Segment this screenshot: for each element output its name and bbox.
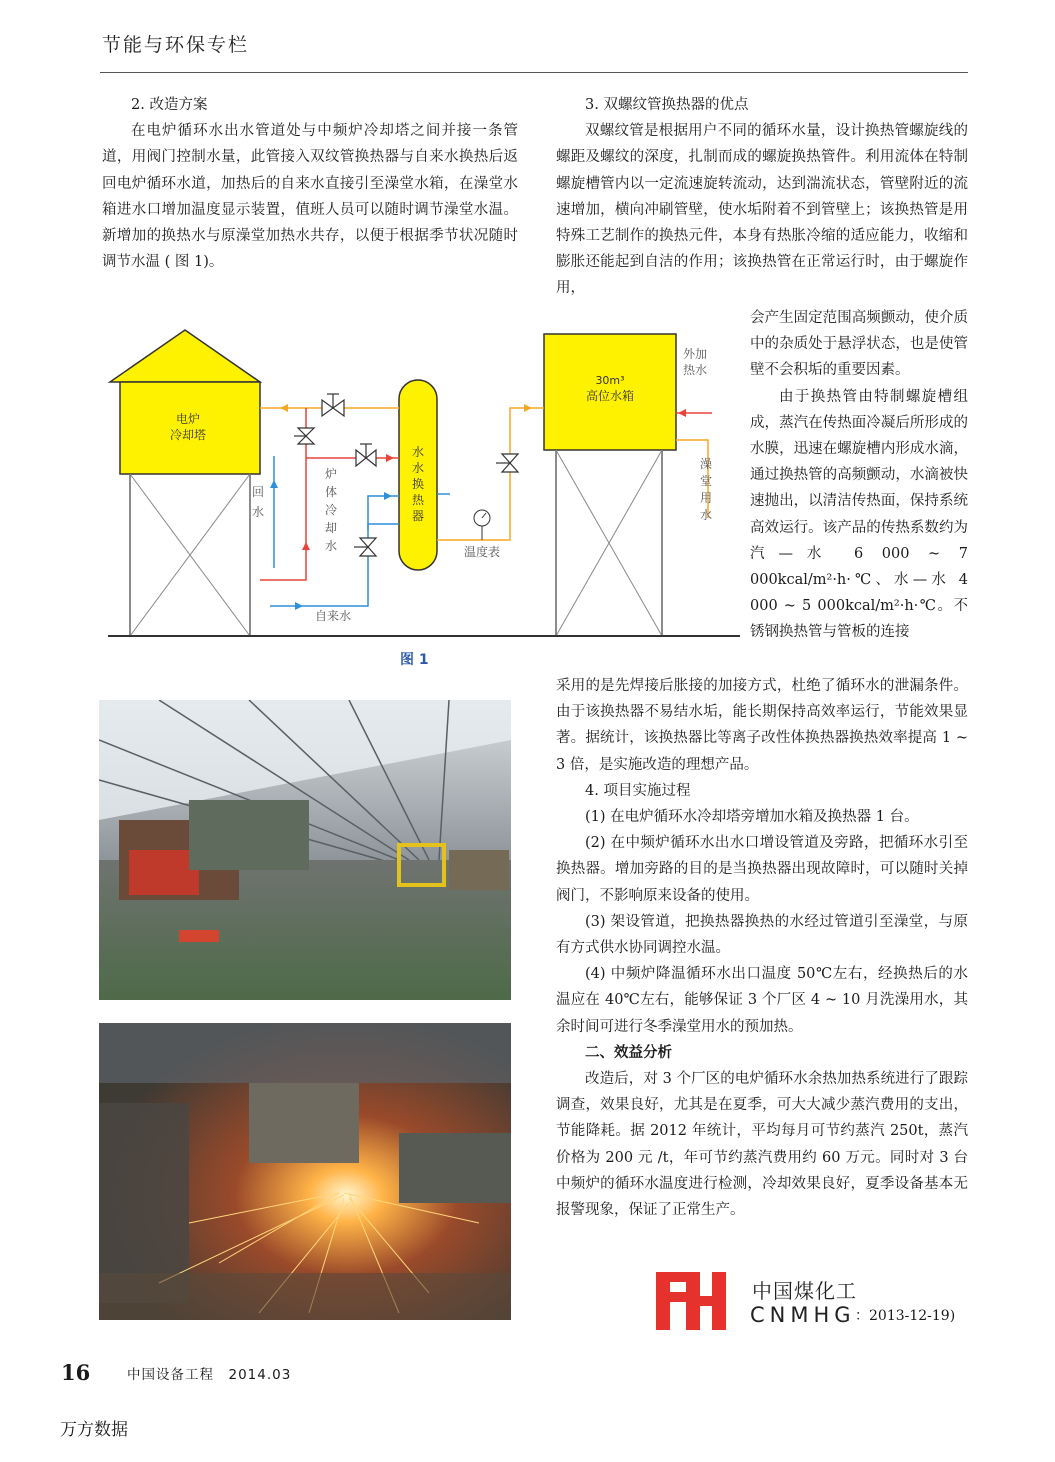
- furnace-photo: [99, 1023, 511, 1320]
- heading-benefit-analysis: 二、效益分析: [585, 1043, 672, 1061]
- workshop-photo: [99, 700, 511, 1000]
- valve-icon: [322, 394, 344, 416]
- valve-icon: [496, 454, 518, 472]
- paragraph-advantages-2: 由于换热管由特制螺旋槽组成，蒸汽在传热面冷凝后所形成的水膜，迅速在螺旋槽内形成水滴，通过换热管的高频颤动，水滴被快速抛出，以清洁传热面，保持系统高效运行。该产品的传热系数约为汽—水 6 000 ~ 7 000kcal/m²·h·℃、水—水 4 000 ~ 5 000kcal/m²·h·℃。不锈钢换热管与管板的连接: [750, 388, 968, 641]
- section-header: 节能与环保专栏: [102, 34, 250, 56]
- label-exchanger: 水水换热器: [411, 445, 425, 523]
- source-label: 万方数据: [60, 1420, 128, 1440]
- valve-icon: [356, 444, 376, 466]
- paragraph-benefit: 改造后，对 3 个厂区的电炉循环水余热加热系统进行了跟踪调查，效果良好，尤其是在夏季，可大大减少蒸汽费用的支出，节能降耗。据 2012 年统计，平均每月可节约蒸汽 250t，蒸汽价格为 200 元 /t，年可节约蒸汽费用约 60 万元。同时对 3 台中频炉的循环水温度进行检测，冷却效果良好，夏季设备基本无报警现象，保证了正常生产。: [556, 1071, 968, 1219]
- journal-info: 中国设备工程 2014.03: [127, 1367, 292, 1383]
- paragraph-advantages-1: 双螺纹管是根据用户不同的循环水量，设计换热管螺旋线的螺距及螺纹的深度，扎制而成的螺旋换热管件。利用流体在特制螺旋槽管内以一定流速旋转流动，达到湍流状态，管壁附近的流速增加，横向冲刷管壁，使水垢附着不到管壁上；该换热管是用特殊工艺制作的换热元件，本身有热胀冷缩的适应能力，收缩和膨胀还能起到自洁的作用；该换热管在正常运行时，由于螺旋作用，: [556, 123, 968, 297]
- workshop-photo-image: [99, 700, 511, 1000]
- heading-advantages: 3. 双螺纹管换热器的优点: [585, 97, 749, 113]
- pipe-furnace-red-1: [260, 408, 306, 580]
- header-divider: [100, 72, 968, 73]
- furnace-photo-image: [99, 1023, 511, 1320]
- heading-reform-plan: 2. 改造方案: [131, 97, 208, 113]
- paragraph-advantages-1-cont: 会产生固定范围高频颤动，使介质中的杂质处于悬浮状态，也是使管壁不会积垢的重要因素。: [750, 310, 968, 379]
- watermark-english: CNMHG: [750, 1303, 856, 1327]
- heat-exchanger: [399, 380, 437, 570]
- right-column-narrow: [750, 305, 968, 646]
- pipe-to-tank: [437, 408, 544, 540]
- figure-caption: 图 1: [400, 652, 429, 668]
- left-column: [102, 92, 518, 275]
- paragraph-reform-plan: 在电炉循环水出水管道处与中频炉冷却塔之间并接一条管道，用阀门控制水量，此管接入双纹管换热器与自来水换热后返回电炉循环水道，加热后的自来水直接引至澡堂水箱，在澡堂水箱进水口增加温度显示装置，值班人员可以随时调节澡堂水温。新增加的换热水与原澡堂加热水共存，以便于根据季节状况随时调节水温 ( 图 1)。: [102, 123, 518, 271]
- implementation-item-4: (4) 中频炉降温循环水出口温度 50℃左右，经换热后的水温应在 40℃左右，能够保证 3 个厂区 4 ~ 10 月洗澡用水，其余时间可进行冬季澡堂用水的预加热。: [556, 966, 968, 1035]
- label-bath-water: 澡堂用水: [700, 457, 713, 522]
- valve-icon: [354, 538, 376, 556]
- figure-1-diagram: [100, 318, 745, 643]
- page-number: 16: [61, 1360, 91, 1385]
- label-tower-2: 冷却塔: [169, 428, 207, 442]
- implementation-item-2: (2) 在中频炉循环水出水口增设管道及旁路，把循环水引至换热器。增加旁路的目的是当换热器出现故障时，可以随时关掉阀门，不影响原来设备的使用。: [556, 835, 968, 904]
- implementation-item-3: (3) 架设管道，把换热器换热的水经过管道引至澡堂，与原有方式供水协同调控水温。: [556, 913, 968, 957]
- valve-icon: [294, 428, 314, 444]
- cooling-tower-roof: [110, 330, 260, 382]
- paragraph-advantages-2-cont: 采用的是先焊接后胀接的加接方式，杜绝了循环水的泄漏条件。由于该换热器不易结水垢，能长期保持高效率运行，节能效果显著。据统计，该换热器比等离子改性体换热器换热效率提高 1 ~ 3 倍，是实施改造的理想产品。: [556, 678, 968, 773]
- label-tank-1: 30m³: [595, 374, 625, 387]
- implementation-item-1: (1) 在电炉循环水冷却塔旁增加水箱及换热器 1 台。: [585, 809, 919, 826]
- received-date: ：2013-12-19): [855, 1308, 956, 1324]
- label-tower-1: 电炉: [175, 412, 201, 426]
- label-tap-water: 自来水: [315, 609, 352, 623]
- right-column-bottom: [556, 673, 968, 1223]
- heading-implementation: 4. 项目实施过程: [585, 782, 691, 799]
- label-thermometer: 温度表: [464, 545, 501, 559]
- watermark-chinese: 中国煤化工: [752, 1279, 857, 1303]
- label-furnace-cooling: 炉体冷却水: [325, 467, 338, 553]
- right-column-top: [556, 92, 968, 302]
- label-return: 回水: [252, 485, 265, 519]
- label-external-heat: 外加热水: [683, 347, 708, 377]
- label-tank-2: 高位水箱: [585, 389, 635, 403]
- pipe-tap-water: [270, 524, 399, 606]
